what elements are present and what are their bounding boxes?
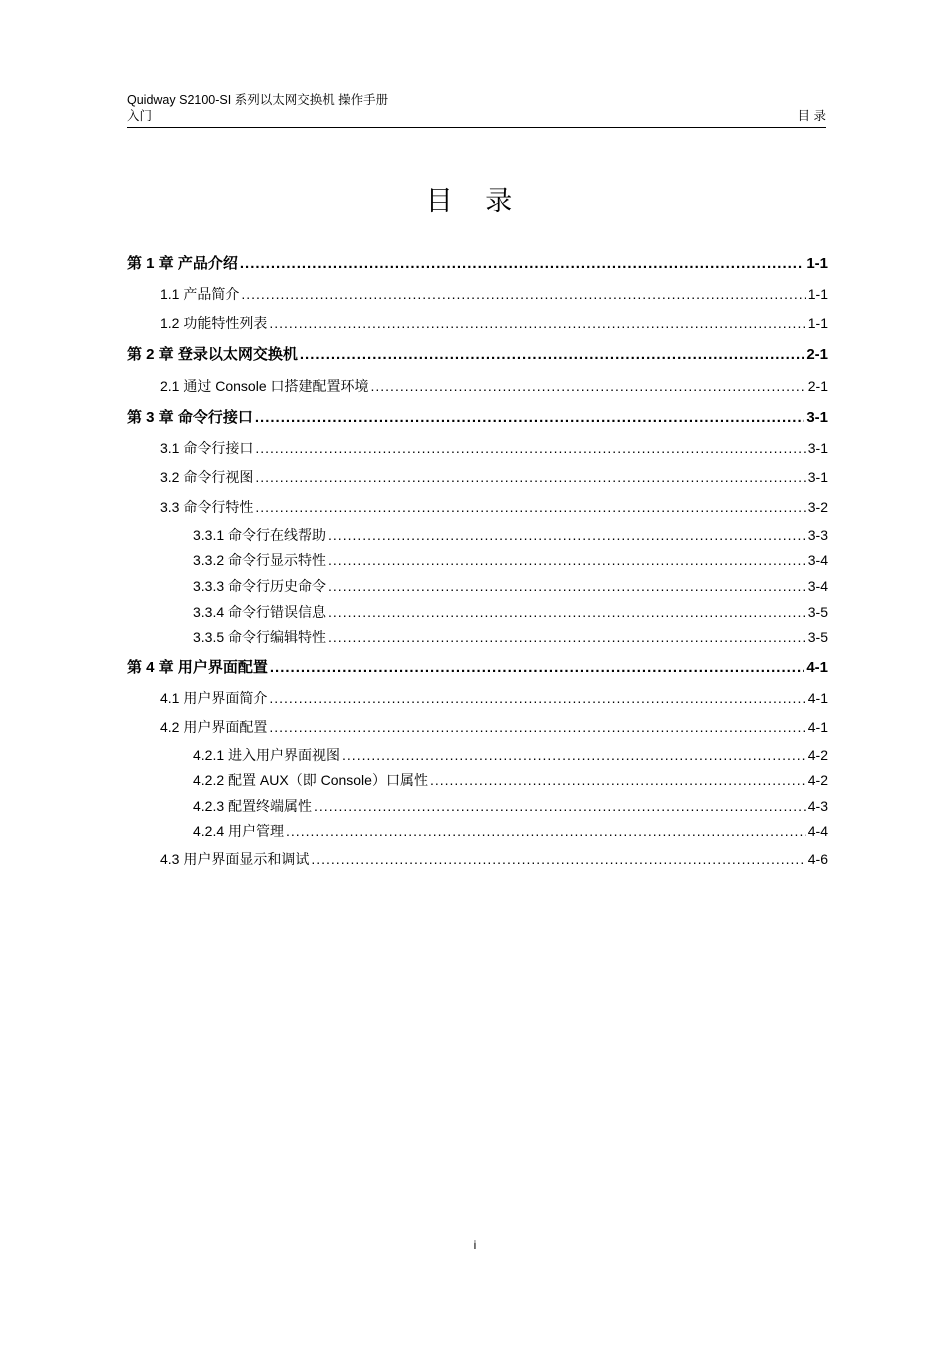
- toc-dot-leader: [241, 283, 805, 305]
- toc-entry-label: 3.1 命令行接口: [160, 440, 254, 456]
- toc-entry-page: 4-1: [806, 659, 828, 676]
- toc-entry-label: 4.1 用户界面简介: [160, 690, 268, 706]
- toc-entry-label: 1.1 产品简介: [160, 286, 240, 302]
- toc-entry[interactable]: [127, 252, 828, 276]
- toc-entry-page: 2-1: [807, 378, 828, 394]
- toc-entry-page: 1-1: [807, 315, 828, 331]
- toc-entry-page: 3-3: [807, 527, 828, 543]
- toc-dot-leader: [311, 848, 805, 870]
- toc-entry-label: 3.3.3 命令行历史命令: [193, 578, 327, 594]
- toc-entry[interactable]: [160, 375, 828, 397]
- toc-entry-page: 1-1: [807, 286, 828, 302]
- toc-entry-label: 4.2.4 用户管理: [193, 823, 285, 839]
- toc-entry-page: 4-1: [807, 690, 828, 706]
- toc-dot-leader: [342, 744, 806, 766]
- header-rule: [127, 127, 826, 128]
- toc-dot-leader: [328, 575, 806, 597]
- toc-entry-label: 3.3 命令行特性: [160, 499, 254, 515]
- toc-dot-leader: [269, 716, 805, 738]
- toc-entry[interactable]: [160, 716, 828, 738]
- toc-entry-page: 1-1: [806, 255, 828, 272]
- toc-dot-leader: [255, 466, 805, 488]
- toc-entry-page: 4-2: [807, 747, 828, 763]
- toc-entry-page: 3-4: [807, 552, 828, 568]
- toc-dot-leader: [255, 437, 805, 459]
- toc-entry-label: 3.3.5 命令行编辑特性: [193, 629, 327, 645]
- toc-entry-label: 3.3.4 命令行错误信息: [193, 604, 327, 620]
- toc-entry-page: 3-1: [806, 409, 828, 426]
- toc-dot-leader: [269, 312, 805, 334]
- toc-entry[interactable]: [193, 744, 828, 766]
- header-section: 入门: [127, 109, 153, 123]
- toc-entry[interactable]: [160, 466, 828, 488]
- toc-dot-leader: [430, 769, 806, 791]
- toc-entry-page: 3-4: [807, 578, 828, 594]
- toc-dot-leader: [328, 549, 806, 571]
- toc-entry[interactable]: [127, 343, 828, 367]
- toc-entry[interactable]: [160, 496, 828, 518]
- toc-entry[interactable]: [193, 549, 828, 571]
- toc-entry-label: 4.2.1 进入用户界面视图: [193, 747, 341, 763]
- toc-entry-label: 1.2 功能特性列表: [160, 315, 268, 331]
- toc-dot-leader: [300, 343, 804, 367]
- toc-entry-label: 2.1 通过 Console 口搭建配置环境: [160, 378, 369, 394]
- toc-entry-page: 3-2: [807, 499, 828, 515]
- toc-entry[interactable]: [193, 820, 828, 842]
- page-header: [127, 92, 826, 124]
- toc-dot-leader: [314, 795, 806, 817]
- toc-entry-page: 4-2: [807, 772, 828, 788]
- toc-dot-leader: [255, 406, 804, 430]
- header-product-title: Quidway S2100-SI 系列以太网交换机 操作手册: [127, 93, 389, 107]
- toc-entry[interactable]: [193, 626, 828, 648]
- header-subline: [127, 108, 826, 124]
- toc-entry[interactable]: [127, 656, 828, 680]
- toc-entry-label: 4.2.2 配置 AUX（即 Console）口属性: [193, 772, 428, 788]
- toc-entry[interactable]: [193, 575, 828, 597]
- toc-entry-page: 4-3: [807, 798, 828, 814]
- toc-entry-label: 4.2 用户界面配置: [160, 719, 268, 735]
- toc-dot-leader: [328, 601, 806, 623]
- toc-entry[interactable]: [160, 687, 828, 709]
- toc-dot-leader: [371, 375, 806, 397]
- toc-entry[interactable]: [193, 601, 828, 623]
- toc-entry[interactable]: [160, 312, 828, 334]
- toc-entry-label: 第 1 章 产品介绍: [127, 255, 238, 272]
- toc-dot-leader: [269, 687, 805, 709]
- toc-entry-label: 3.3.1 命令行在线帮助: [193, 527, 327, 543]
- toc-entry[interactable]: [193, 524, 828, 546]
- toc-entry-page: 3-5: [807, 604, 828, 620]
- toc-entry-label: 第 4 章 用户界面配置: [127, 659, 268, 676]
- toc-entry-page: 3-5: [807, 629, 828, 645]
- toc-dot-leader: [328, 626, 806, 648]
- header-right-label: 目 录: [797, 109, 826, 123]
- toc-dot-leader: [255, 496, 805, 518]
- toc-dot-leader: [270, 656, 804, 680]
- toc-entry-label: 3.2 命令行视图: [160, 469, 254, 485]
- toc-dot-leader: [328, 524, 806, 546]
- toc-entry-label: 4.3 用户界面显示和调试: [160, 851, 310, 867]
- toc-entry[interactable]: [160, 848, 828, 870]
- page-number: i: [473, 1238, 477, 1252]
- toc-entry-label: 第 2 章 登录以太网交换机: [127, 346, 298, 363]
- toc-dot-leader: [240, 252, 804, 276]
- toc-entry[interactable]: [193, 795, 828, 817]
- page-title: 目 录: [425, 186, 525, 217]
- toc-entry[interactable]: [160, 437, 828, 459]
- toc-entry[interactable]: [193, 769, 828, 791]
- toc-entry-page: 3-1: [807, 469, 828, 485]
- toc-entry-page: 4-4: [807, 823, 828, 839]
- toc-entry-page: 4-6: [807, 851, 828, 867]
- toc-entry[interactable]: [160, 283, 828, 305]
- toc-entry[interactable]: [127, 406, 828, 430]
- toc-dot-leader: [286, 820, 806, 842]
- toc-entry-page: 4-1: [807, 719, 828, 735]
- toc-entry-label: 第 3 章 命令行接口: [127, 409, 253, 426]
- toc-entry-page: 3-1: [807, 440, 828, 456]
- toc-entry-page: 2-1: [806, 346, 828, 363]
- toc-entry-label: 3.3.2 命令行显示特性: [193, 552, 327, 568]
- toc-entry-label: 4.2.3 配置终端属性: [193, 798, 313, 814]
